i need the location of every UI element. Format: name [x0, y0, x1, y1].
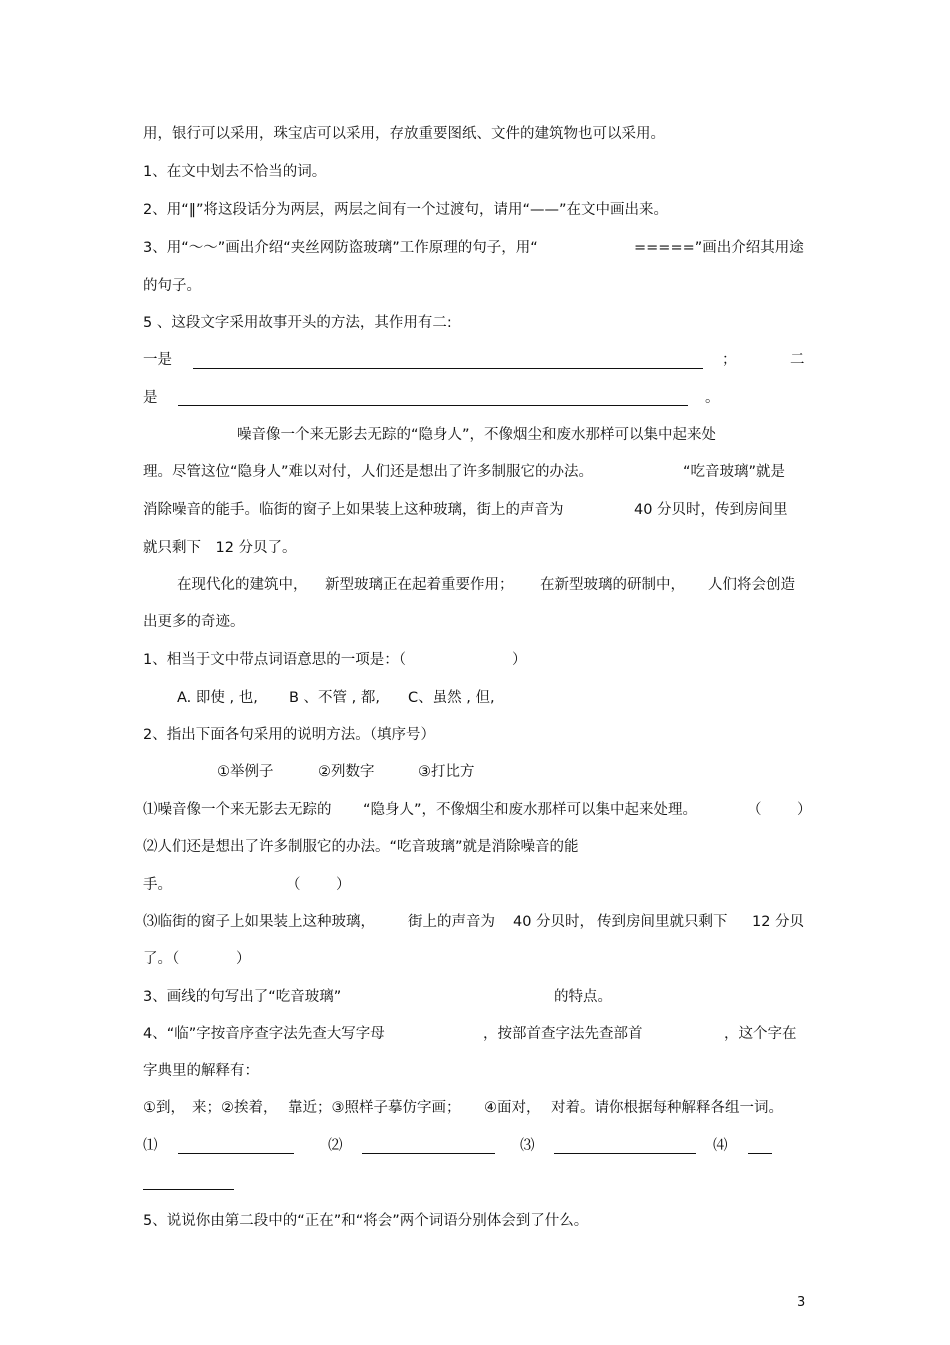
answer-blank-line[interactable]	[178, 1153, 294, 1154]
option-c[interactable]: C、虽然 , 但,	[408, 690, 495, 706]
answer-label-2: 二	[790, 352, 805, 368]
passage-line-cont: 新型玻璃正在起着重要作用；	[325, 577, 514, 593]
paren-close: ）	[336, 877, 351, 893]
question-3-cont: =====”画出介绍其用途	[634, 240, 804, 256]
period: 。	[705, 390, 720, 406]
sub-question-1-cont: “隐身人”，不像烟尘和废水那样可以集中起来处理。	[363, 802, 698, 818]
passage-line-cont: 40 分贝时，传到房间里	[634, 502, 788, 518]
answer-blank-line[interactable]	[554, 1153, 696, 1154]
question-5: 5 、这段文字采用故事开头的方法，其作用有二:	[143, 315, 452, 331]
question-1: 1、在文中划去不恰当的词。	[143, 164, 327, 180]
sub-question-2-cont: 手。	[143, 877, 172, 893]
paren-open: （	[286, 877, 301, 893]
passage-line-cont: “吃音玻璃”就是	[683, 464, 786, 480]
question-3: 3、画线的句写出了“吃音玻璃”	[143, 989, 342, 1005]
page-number: 3	[797, 1295, 806, 1310]
question-3-cont: 的特点。	[554, 989, 612, 1005]
method-2: ②列数字	[318, 764, 375, 780]
definitions-cont: 靠近；③照样子摹仿字画；	[288, 1100, 461, 1116]
answer-blank-line[interactable]	[362, 1153, 495, 1154]
paren-close: ）	[236, 951, 251, 967]
definitions-cont: ④面对，	[484, 1100, 541, 1116]
answer-label-1: 一是	[143, 352, 172, 368]
question-4: 4、“临”字按音序查字法先查大写字母	[143, 1026, 385, 1042]
answer-blank-line[interactable]	[143, 1189, 234, 1190]
sub-question-1: ⑴噪音像一个来无影去无踪的	[143, 802, 332, 818]
blank-label-2: ⑵	[328, 1138, 343, 1154]
sub-question-3-cont: 12 分贝	[752, 914, 805, 930]
question-2: 2、用“‖”将这段话分为两层，两层之间有一个过渡句，请用“——”在文中画出来。	[143, 202, 669, 218]
text-line: 用，银行可以采用，珠宝店可以采用，存放重要图纸、文件的建筑物也可以采用。	[143, 126, 665, 142]
paren-open: （	[747, 802, 762, 818]
definitions-cont: 对着。请你根据每种解释各组一词。	[551, 1100, 783, 1116]
question-2: 2、指出下面各句采用的说明方法。（填序号）	[143, 727, 435, 743]
paren-close: ）	[797, 802, 812, 818]
option-a[interactable]: A. 即使 , 也,	[177, 690, 258, 706]
definitions: ①到，	[143, 1100, 185, 1116]
passage-line: 噪音像一个来无影去无踪的“隐身人”，不像烟尘和废水那样可以集中起来处	[237, 427, 717, 443]
passage-line-cont: 在新型玻璃的研制中，	[540, 577, 685, 593]
paren-close: ）	[512, 652, 527, 668]
question-4-cont: 字典里的解释有：	[143, 1063, 259, 1079]
question-4-cont: ，按部首查字法先查部首	[483, 1026, 643, 1042]
blank-label-4: ⑷	[713, 1138, 728, 1154]
option-b[interactable]: B 、不管 , 都,	[289, 690, 380, 706]
sub-question-3-cont: 街上的声音为	[408, 914, 495, 930]
answer-blank-line[interactable]	[748, 1153, 772, 1154]
passage-line: 理。尽管这位“隐身人”难以对付，人们还是想出了许多制服它的办法。	[143, 464, 594, 480]
passage-line: 就只剩下 12 分贝了。	[143, 540, 297, 556]
answer-blank-line[interactable]	[178, 405, 688, 406]
method-1: ①举例子	[217, 764, 274, 780]
passage-line: 在现代化的建筑中，	[177, 577, 308, 593]
question-5: 5、说说你由第二段中的“正在”和“将会”两个词语分别体会到了什么。	[143, 1213, 589, 1229]
question-1: 1、相当于文中带点词语意思的一项是：（	[143, 652, 406, 668]
passage-line: 出更多的奇迹。	[143, 614, 245, 630]
semicolon: ；	[722, 352, 737, 368]
blank-label-3: ⑶	[520, 1138, 535, 1154]
answer-blank-line[interactable]	[193, 368, 703, 369]
method-3: ③打比方	[418, 764, 475, 780]
answer-label-2-cont: 是	[143, 390, 158, 406]
sub-question-3-end: 了。（	[143, 951, 180, 967]
sub-question-2: ⑵人们还是想出了许多制服它的办法。“吃音玻璃”就是消除噪音的能	[143, 839, 579, 855]
sub-question-3-cont: 传到房间里就只剩下	[597, 914, 728, 930]
sub-question-3: ⑶临街的窗子上如果装上这种玻璃，	[143, 914, 375, 930]
definitions-cont: 来；②挨着，	[192, 1100, 278, 1116]
blank-label-1: ⑴	[143, 1138, 158, 1154]
sub-question-3-cont: 40 分贝时，	[513, 914, 595, 930]
text-line: 的句子。	[143, 278, 201, 294]
passage-line-cont: 人们将会创造	[708, 577, 795, 593]
question-4-cont: ，这个字在	[724, 1026, 797, 1042]
passage-line: 消除噪音的能手。临街的窗子上如果装上这种玻璃，街上的声音为	[143, 502, 564, 518]
question-3: 3、用“～～”画出介绍“夹丝网防盗玻璃”工作原理的句子，用“	[143, 240, 538, 256]
